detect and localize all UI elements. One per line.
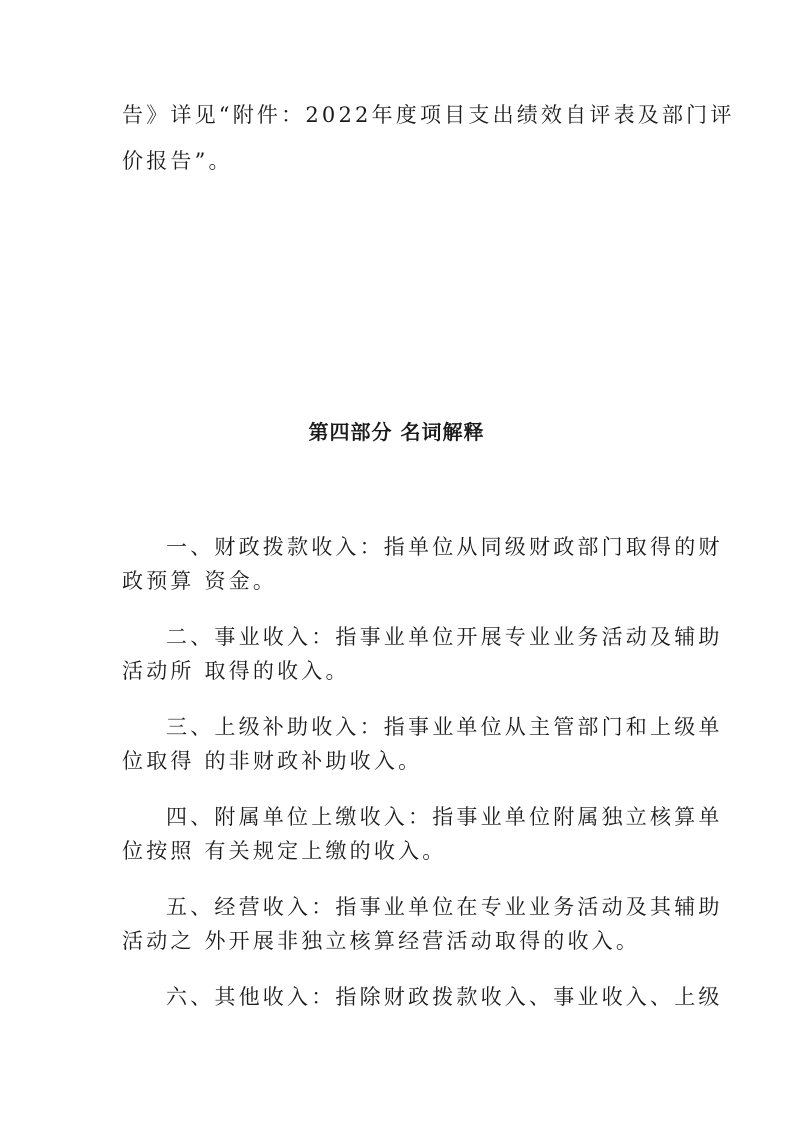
- definition-3-line-1: 三、上级补助收入：指事业单位从主管部门和上级单: [166, 715, 723, 739]
- definition-2-line-2: 活动所 取得的收入。: [122, 659, 350, 683]
- definition-1-line-2: 政预算 资金。: [122, 569, 278, 593]
- definition-2-line-1: 二、事业收入：指事业单位开展专业业务活动及辅助: [166, 625, 723, 649]
- section-title: 第四部分 名词解释: [308, 420, 485, 444]
- definition-1-line-1: 一、财政拨款收入：指单位从同级财政部门取得的财: [166, 535, 723, 559]
- definition-4-line-2: 位按照 有关规定上缴的收入。: [122, 839, 447, 863]
- definition-6-line-1: 六、其他收入：指除财政拨款收入、事业收入、上级: [166, 985, 723, 1009]
- definition-4-line-1: 四、附属单位上缴收入：指事业单位附属独立核算单: [166, 805, 723, 829]
- intro-line-1: 告》详见“附件：2022年度项目支出绩效自评表及部门评: [122, 103, 735, 127]
- definition-3-line-2: 位取得 的非财政补助收入。: [122, 749, 423, 773]
- intro-line-2: 价报告”。: [122, 149, 233, 173]
- definition-5-line-1: 五、经营收入：指事业单位在专业业务活动及其辅助: [166, 895, 723, 919]
- definition-5-line-2: 活动之 外开展非独立核算经营活动取得的收入。: [122, 929, 641, 953]
